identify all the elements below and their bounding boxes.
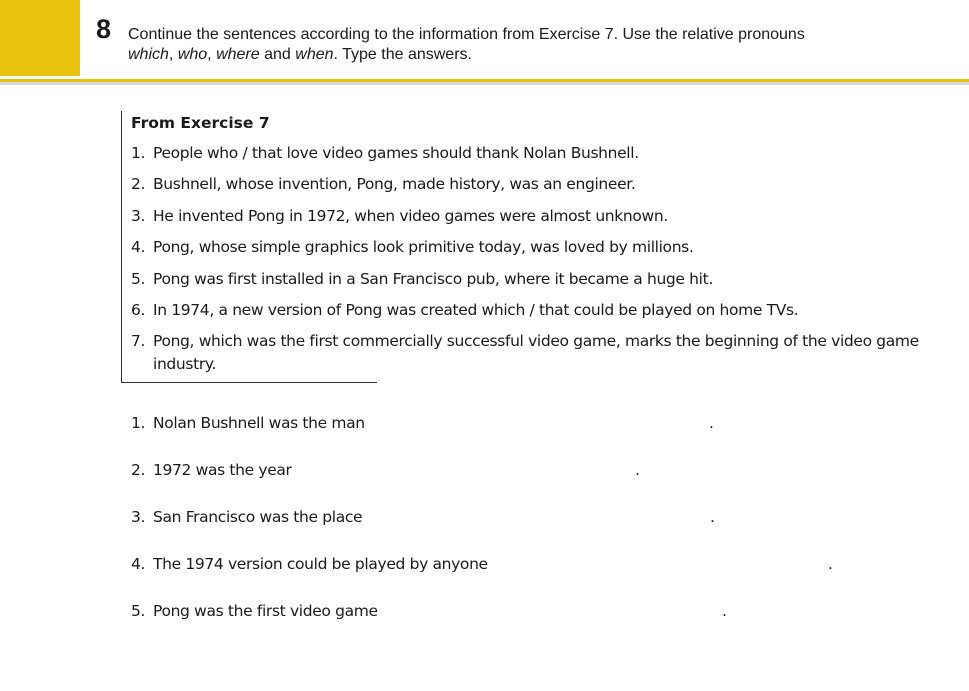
exercise-header (0, 0, 969, 82)
answer-item (131, 459, 951, 506)
answer-stem: 1972 was the year (153, 461, 292, 479)
answer-stem: The 1974 version could be played by anyone (153, 555, 488, 573)
reference-box (131, 112, 941, 385)
sentence-number: 5. (131, 269, 146, 288)
answer-list (131, 412, 951, 647)
sentence-number: 6. (131, 300, 146, 319)
answer-end-period: . (710, 508, 715, 526)
reference-sentence (131, 142, 941, 165)
answer-end-period: . (635, 461, 640, 479)
reference-sentence (131, 236, 941, 259)
answer-number: 2. (131, 461, 146, 479)
reference-box-title: From Exercise 7 (131, 114, 270, 132)
answer-number: 5. (131, 602, 146, 620)
exercise-instruction (128, 25, 948, 65)
header-accent-block (0, 0, 80, 76)
pronoun-which: which (128, 46, 169, 63)
sentence-text: People who / that love video games should thank Nolan Bushnell. (153, 144, 639, 162)
pronoun-who: who (177, 46, 208, 63)
reference-sentence (131, 173, 941, 196)
answer-stem: Pong was the first video game (153, 602, 378, 620)
answer-number: 3. (131, 508, 146, 526)
answer-item (131, 412, 951, 459)
reference-sentence (131, 205, 941, 228)
answer-stem: Nolan Bushnell was the man (153, 414, 365, 432)
sentence-text: Bushnell, whose invention, Pong, made history, was an engineer. (153, 175, 636, 194)
sentence-text: Pong was first installed in a San Francisco pub, where it became a huge hit. (153, 269, 713, 288)
sentence-text: Pong, whose simple graphics look primitive today, was loved by millions. (153, 238, 694, 257)
pronoun-when: when (295, 46, 334, 63)
answer-number: 1. (131, 414, 146, 432)
instruction-comma: , (207, 46, 212, 63)
sentence-number: 7. (131, 332, 146, 351)
sentence-text: In 1974, a new version of Pong was created which / that could be played on home TVs. (153, 300, 799, 319)
sentence-number: 2. (131, 175, 146, 194)
answer-item (131, 600, 951, 647)
exercise-number: 8 (96, 14, 112, 44)
sentence-text: Pong, which was the first commercially successful video game, marks the beginning of the video game industry. (153, 332, 919, 374)
reference-sentence (131, 330, 941, 376)
pronoun-where: where (216, 46, 260, 63)
sentence-number: 3. (131, 206, 146, 225)
instruction-and: and (264, 46, 291, 63)
sentence-number: 1. (131, 144, 146, 162)
answer-end-period: . (709, 414, 714, 432)
answer-item (131, 506, 951, 553)
answer-stem: San Francisco was the place (153, 508, 363, 526)
instruction-end: . Type the answers. (333, 46, 472, 63)
reference-sentence (131, 299, 941, 322)
reference-sentence-list (131, 142, 941, 376)
instruction-text: Continue the sentences according to the information from Exercise 7. Use the relative pronouns (128, 26, 805, 43)
instruction-comma: , (168, 46, 174, 63)
answer-end-period: . (828, 555, 833, 573)
reference-sentence (131, 268, 941, 291)
sentence-text: He invented Pong in 1972, when video games were almost unknown. (153, 206, 668, 225)
sentence-number: 4. (131, 238, 146, 257)
answer-end-period: . (722, 602, 727, 620)
answer-item (131, 553, 951, 600)
answer-number: 4. (131, 555, 146, 573)
header-divider-shadow (0, 82, 969, 85)
